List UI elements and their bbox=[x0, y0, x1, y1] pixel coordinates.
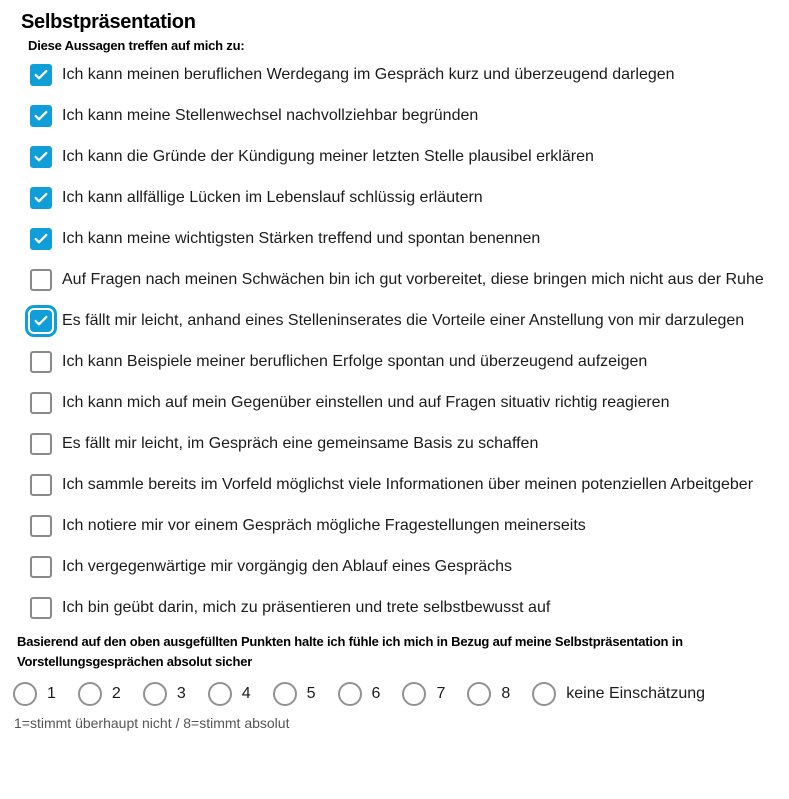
checklist-item-label[interactable]: Ich vergegenwärtige mir vorgängig den Ablauf eines Gesprächs bbox=[62, 558, 513, 575]
checklist-item[interactable] bbox=[30, 596, 789, 620]
checkbox[interactable] bbox=[30, 597, 52, 619]
radio-option[interactable] bbox=[402, 682, 445, 706]
checklist-item-label[interactable]: Es fällt mir leicht, anhand eines Stelleninserates die Vorteile einer Anstellung von mir darzulegen bbox=[62, 312, 745, 329]
checkbox[interactable] bbox=[30, 228, 52, 250]
checklist-item-label[interactable]: Ich kann mich auf mein Gegenüber einstellen und auf Fragen situativ richtig reagieren bbox=[62, 394, 670, 411]
checkbox[interactable] bbox=[30, 515, 52, 537]
radio-option-label[interactable]: 5 bbox=[306, 685, 316, 702]
radio-option[interactable] bbox=[143, 682, 186, 706]
checklist-item[interactable] bbox=[30, 555, 789, 579]
checklist-item[interactable] bbox=[30, 514, 789, 538]
checkmark-icon bbox=[33, 108, 49, 124]
checkbox[interactable] bbox=[30, 351, 52, 373]
checklist-item[interactable] bbox=[30, 145, 789, 169]
radio-option-label[interactable]: 4 bbox=[241, 685, 251, 702]
rating-radio-group bbox=[13, 682, 789, 706]
checklist-item-label[interactable]: Es fällt mir leicht, im Gespräch eine gemeinsame Basis zu schaffen bbox=[62, 435, 539, 452]
radio-option[interactable] bbox=[78, 682, 121, 706]
checklist bbox=[30, 63, 789, 620]
radio-option-label[interactable]: 6 bbox=[371, 685, 381, 702]
checkbox[interactable] bbox=[30, 474, 52, 496]
radio-option-label[interactable]: keine Einschätzung bbox=[566, 685, 706, 702]
checklist-item-label[interactable]: Ich kann meinen beruflichen Werdegang im Gespräch kurz und überzeugend darlegen bbox=[62, 66, 675, 83]
checkbox[interactable] bbox=[30, 269, 52, 291]
checklist-item-label[interactable]: Ich kann allfällige Lücken im Lebenslauf schlüssig erläutern bbox=[62, 189, 483, 206]
radio-button[interactable] bbox=[338, 682, 362, 706]
checklist-item[interactable] bbox=[30, 432, 789, 456]
checklist-item-label[interactable]: Auf Fragen nach meinen Schwächen bin ich gut vorbereitet, diese bringen mich nicht aus der Ruhe bbox=[62, 271, 764, 288]
checkbox[interactable] bbox=[30, 556, 52, 578]
radio-option[interactable] bbox=[338, 682, 381, 706]
checklist-item[interactable] bbox=[30, 186, 789, 210]
checklist-item-label[interactable]: Ich kann meine wichtigsten Stärken treffend und spontan benennen bbox=[62, 230, 541, 247]
radio-option-label[interactable]: 1 bbox=[47, 685, 56, 702]
checklist-item[interactable] bbox=[30, 227, 789, 251]
checklist-item-label[interactable]: Ich notiere mir vor einem Gespräch mögliche Fragestellungen meinerseits bbox=[62, 517, 586, 534]
checkmark-icon bbox=[33, 149, 49, 165]
checkbox[interactable] bbox=[30, 64, 52, 86]
checkbox[interactable] bbox=[30, 105, 52, 127]
radio-button[interactable] bbox=[13, 682, 37, 706]
radio-option-label[interactable]: 3 bbox=[176, 685, 186, 702]
checklist-item-label[interactable]: Ich bin geübt darin, mich zu präsentieren und trete selbstbewusst auf bbox=[62, 599, 551, 616]
checklist-item-label[interactable]: Ich kann die Gründe der Kündigung meiner letzten Stelle plausibel erklären bbox=[62, 148, 594, 165]
radio-button[interactable] bbox=[402, 682, 426, 706]
radio-button[interactable] bbox=[532, 682, 556, 706]
checklist-item[interactable] bbox=[30, 63, 789, 87]
radio-button[interactable] bbox=[273, 682, 297, 706]
checkbox[interactable] bbox=[30, 433, 52, 455]
section-subtitle: Diese Aussagen treffen auf mich zu: bbox=[28, 38, 245, 53]
rating-legend: 1=stimmt überhaupt nicht / 8=stimmt absolut bbox=[14, 715, 290, 731]
radio-button[interactable] bbox=[467, 682, 491, 706]
rating-statement: Basierend auf den oben ausgefüllten Punkten halte ich fühle ich mich in Bezug auf meine Selbstpräsentation in Vorstellungsgesprächen absolut sicher bbox=[17, 634, 683, 669]
radio-option[interactable] bbox=[273, 682, 316, 706]
checklist-item[interactable] bbox=[30, 104, 789, 128]
checklist-item-label[interactable]: Ich kann Beispiele meiner beruflichen Erfolge spontan und überzeugend aufzeigen bbox=[62, 353, 648, 370]
radio-button[interactable] bbox=[78, 682, 102, 706]
radio-option-label[interactable]: 8 bbox=[501, 685, 511, 702]
radio-option[interactable] bbox=[13, 682, 56, 706]
radio-option-label[interactable]: 2 bbox=[111, 685, 121, 702]
checkbox[interactable] bbox=[30, 392, 52, 414]
radio-button[interactable] bbox=[143, 682, 167, 706]
checkmark-icon bbox=[33, 313, 49, 329]
checkmark-icon bbox=[33, 67, 49, 83]
radio-option[interactable] bbox=[467, 682, 510, 706]
checklist-item[interactable] bbox=[30, 350, 789, 374]
checklist-item[interactable] bbox=[30, 309, 789, 333]
radio-button[interactable] bbox=[208, 682, 232, 706]
radio-option[interactable] bbox=[532, 682, 705, 706]
checkbox[interactable] bbox=[30, 310, 52, 332]
checklist-item[interactable] bbox=[30, 268, 789, 292]
checkmark-icon bbox=[33, 190, 49, 206]
checklist-item-label[interactable]: Ich kann meine Stellenwechsel nachvollziehbar begründen bbox=[62, 107, 479, 124]
page-title: Selbstpräsentation bbox=[21, 11, 196, 33]
radio-option-label[interactable]: 7 bbox=[436, 685, 446, 702]
checklist-item-label[interactable]: Ich sammle bereits im Vorfeld möglichst viele Informationen über meinen potenziellen Arbeitgeber bbox=[62, 476, 754, 493]
checklist-item[interactable] bbox=[30, 391, 789, 415]
checkbox[interactable] bbox=[30, 146, 52, 168]
radio-option[interactable] bbox=[208, 682, 251, 706]
checkmark-icon bbox=[33, 231, 49, 247]
checkbox[interactable] bbox=[30, 187, 52, 209]
checklist-item[interactable] bbox=[30, 473, 789, 497]
